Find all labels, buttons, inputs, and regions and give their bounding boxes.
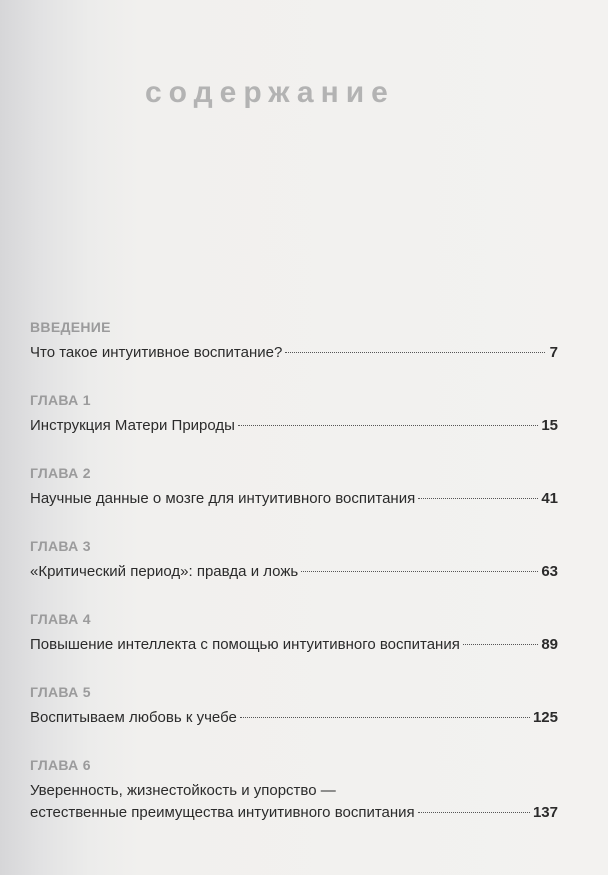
toc-line bbox=[30, 415, 558, 437]
toc-entry-chapter-3 bbox=[30, 537, 558, 583]
toc-heading: ГЛАВА 1 bbox=[30, 392, 91, 408]
toc-line bbox=[30, 634, 558, 656]
toc-entry-title-line-1: Уверенность, жизнестойкость и упорство — bbox=[30, 782, 336, 799]
toc-line bbox=[30, 802, 558, 824]
toc-heading: ВВЕДЕНИЕ bbox=[30, 319, 111, 335]
dot-leader bbox=[285, 352, 545, 353]
toc-line bbox=[30, 342, 558, 364]
table-of-contents bbox=[30, 318, 558, 851]
page-number: 41 bbox=[541, 490, 558, 507]
toc-entry-title: Что такое интуитивное воспитание? bbox=[30, 344, 283, 361]
toc-line bbox=[30, 488, 558, 510]
dot-leader bbox=[240, 717, 530, 718]
toc-heading: ГЛАВА 2 bbox=[30, 465, 91, 481]
page-number: 63 bbox=[541, 563, 558, 580]
page-number: 7 bbox=[549, 344, 558, 361]
page-title: содержание bbox=[145, 76, 395, 109]
toc-heading: ГЛАВА 4 bbox=[30, 611, 91, 627]
toc-entry-title: Повышение интеллекта с помощью интуитивного воспитания bbox=[30, 636, 460, 653]
toc-entry-chapter-6 bbox=[30, 756, 558, 824]
toc-entry-chapter-4 bbox=[30, 610, 558, 656]
toc-entry-title-line-2: естественные преимущества интуитивного воспитания bbox=[30, 804, 415, 821]
page-number: 137 bbox=[532, 804, 558, 821]
page-number: 89 bbox=[541, 636, 558, 653]
page-number: 15 bbox=[541, 417, 558, 434]
toc-entry-title: «Критический период»: правда и ложь bbox=[30, 563, 299, 580]
toc-entry-title: Инструкция Матери Природы bbox=[30, 417, 235, 434]
toc-entry-title: Научные данные о мозге для интуитивного воспитания bbox=[30, 490, 416, 507]
toc-heading: ГЛАВА 3 bbox=[30, 538, 91, 554]
toc-entry-title: Воспитываем любовь к учебе bbox=[30, 709, 237, 726]
dot-leader bbox=[463, 644, 538, 645]
toc-entry-introduction bbox=[30, 318, 558, 364]
toc-entry-chapter-2 bbox=[30, 464, 558, 510]
dot-leader bbox=[418, 498, 538, 499]
toc-entry-chapter-5 bbox=[30, 683, 558, 729]
toc-line bbox=[30, 707, 558, 729]
toc-line bbox=[30, 561, 558, 583]
dot-leader bbox=[238, 425, 538, 426]
toc-heading: ГЛАВА 5 bbox=[30, 684, 91, 700]
dot-leader bbox=[418, 812, 530, 813]
page-number: 125 bbox=[532, 709, 558, 726]
dot-leader bbox=[301, 571, 538, 572]
toc-heading: ГЛАВА 6 bbox=[30, 757, 91, 773]
toc-entry-chapter-1 bbox=[30, 391, 558, 437]
